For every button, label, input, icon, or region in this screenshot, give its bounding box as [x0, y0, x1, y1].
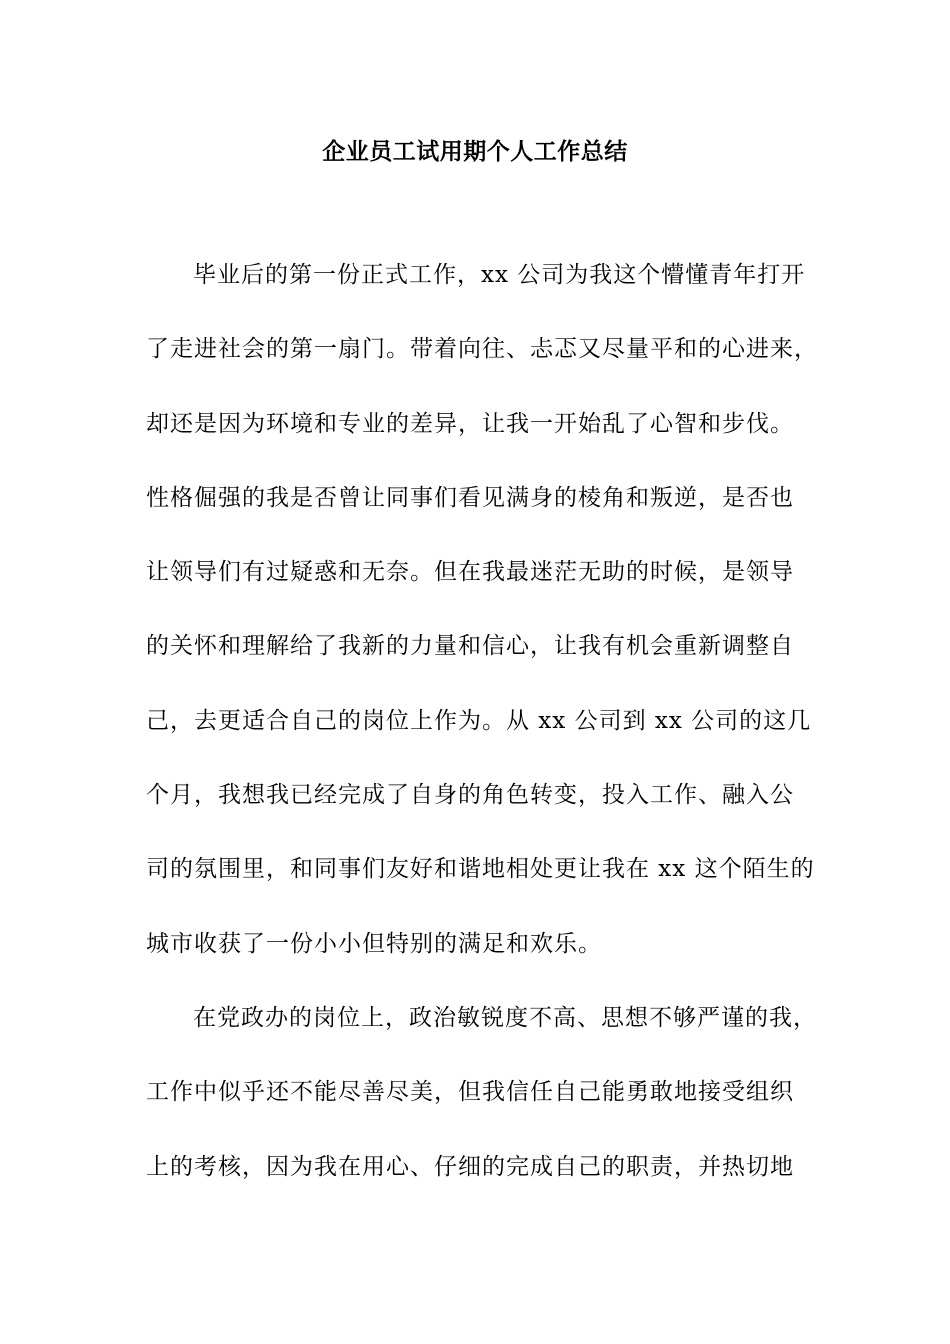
paragraph-line: 城市收获了一份小小但特别的满足和欢乐。 [146, 930, 602, 957]
paragraph-line: 的关怀和理解给了我新的力量和信心，让我有机会重新调整自 [146, 633, 794, 660]
paragraph-line: 工作中似乎还不能尽善尽美，但我信任自己能勇敢地接受组织 [146, 1079, 794, 1106]
paragraph-line: 个月，我想我已经完成了自身的角色转变，投入工作、融入公 [146, 782, 794, 809]
paragraph-line: 性格倔强的我是否曾让同事们看见满身的棱角和叛逆，是否也 [146, 484, 794, 511]
paragraph-line: 毕业后的第一份正式工作，xx 公司为我这个懵懂青年打开 [193, 262, 806, 288]
document-title: 企业员工试用期个人工作总结 [322, 138, 628, 165]
document-body [146, 258, 818, 1224]
paragraph-line: 让领导们有过疑惑和无奈。但在我最迷茫无助的时候，是领导 [146, 559, 794, 586]
paragraph-line: 上的考核，因为我在用心、仔细的完成自己的职责，并热切地 [146, 1153, 794, 1180]
paragraph-line: 了走进社会的第一扇门。带着向往、忐忑又尽量平和的心进来， [146, 336, 818, 363]
paragraph-line: 在党政办的岗位上，政治敏锐度不高、思想不够严谨的我， [193, 1004, 817, 1031]
paragraph-line: 司的氛围里，和同事们友好和谐地相处更让我在 xx 这个陌生的 [146, 856, 815, 883]
paragraph-line: 却还是因为环境和专业的差异，让我一开始乱了心智和步伐。 [146, 410, 794, 437]
paragraph-line: 己，去更适合自己的岗位上作为。从 xx 公司到 xx 公司的这几 [146, 707, 812, 734]
